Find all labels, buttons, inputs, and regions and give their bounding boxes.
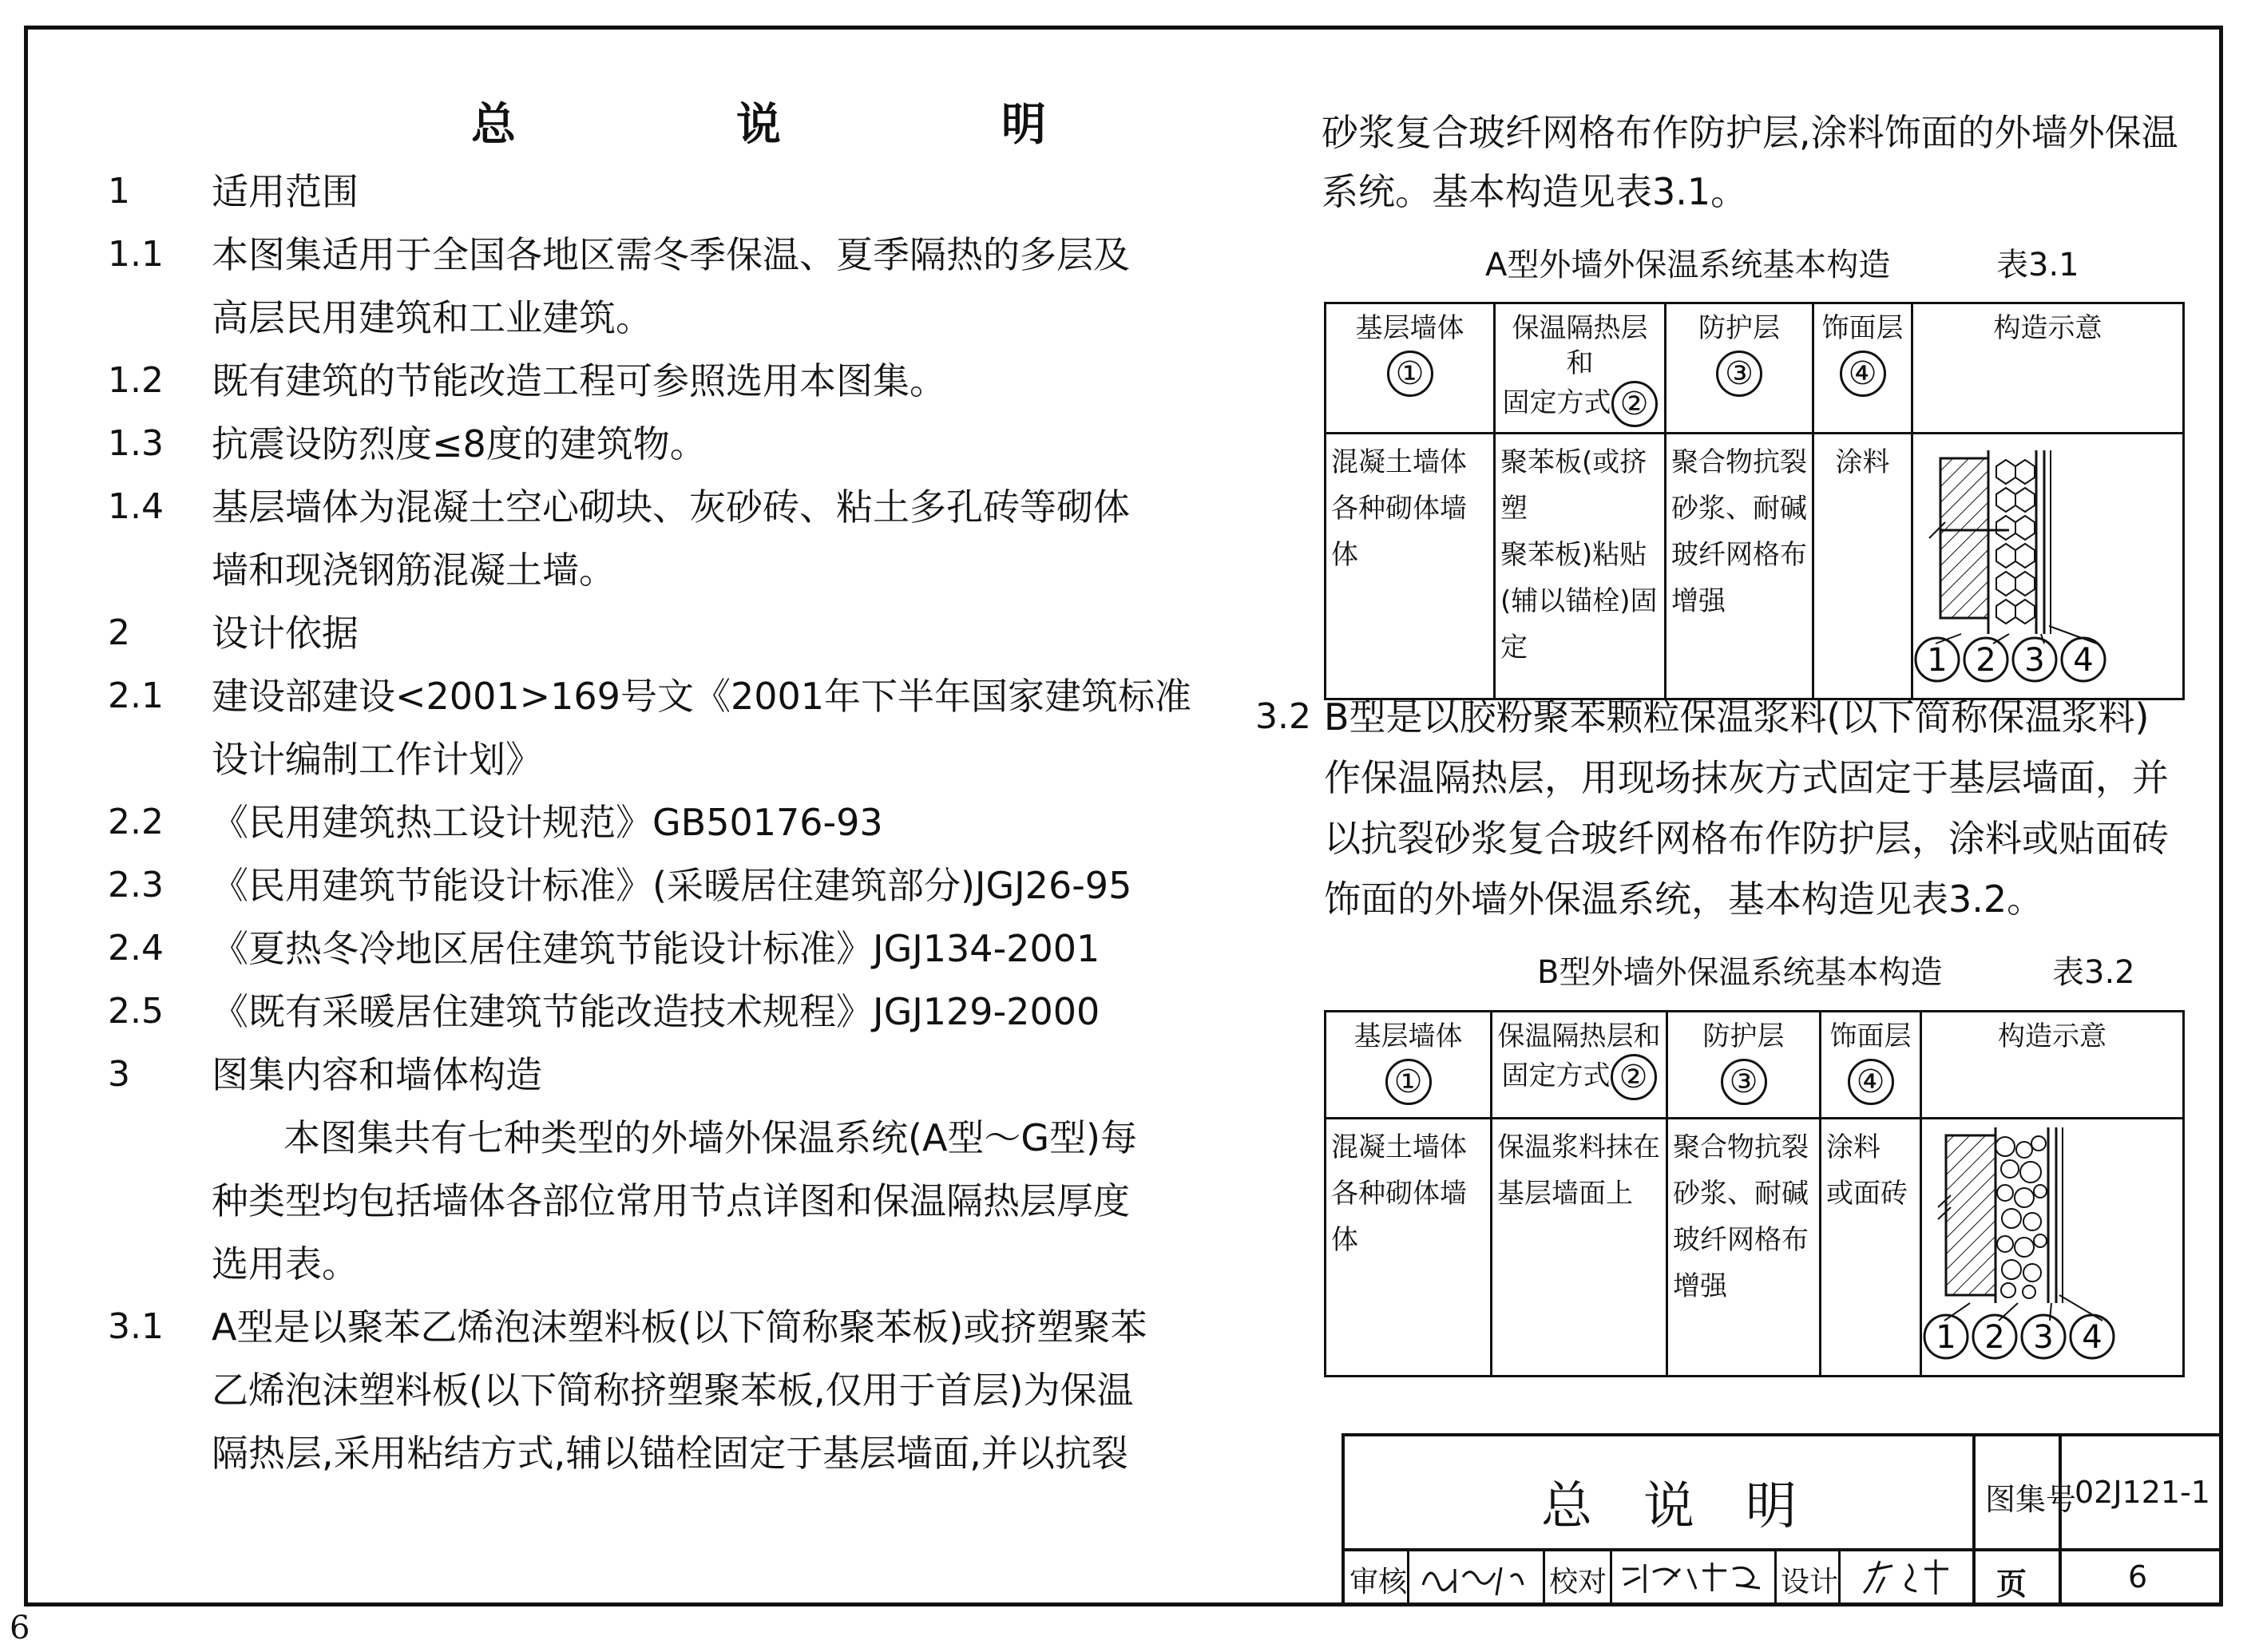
table2-header-insulation: 保温隔热层和 固定方式 ② bbox=[1492, 1012, 1667, 1119]
sig-divider bbox=[1407, 1548, 1409, 1606]
section-text-line: 高层民用建筑和工业建筑。 bbox=[212, 296, 652, 339]
table1-diagram-cell bbox=[1912, 434, 2184, 699]
table1-header-diagram: 构造示意 bbox=[1912, 303, 2184, 434]
sig-divider bbox=[1838, 1548, 1841, 1606]
design-label: 设计 bbox=[1781, 1566, 1839, 1599]
section-heading: 适用范围 bbox=[212, 170, 359, 213]
section-heading: 设计依据 bbox=[212, 612, 359, 655]
atlas-label: 图集号 bbox=[1985, 1482, 2077, 1517]
section-number: 3.1 bbox=[108, 1306, 164, 1347]
table2-caption: B型外墙外保温系统基本构造 bbox=[1537, 954, 1943, 991]
section-text-line: 选用表。 bbox=[212, 1242, 359, 1286]
section-3-2-line: 作保温隔热层，用现场抹灰方式固定于基层墙面，并 bbox=[1324, 756, 2169, 799]
right-line: 系统。基本构造见表3.1。 bbox=[1322, 170, 1748, 213]
section-text-line: 隔热层,采用粘结方式,辅以锚栓固定于基层墙面,并以抗裂 bbox=[212, 1432, 1128, 1475]
section-text-line: 本图集适用于全国各地区需冬季保温、夏季隔热的多层及 bbox=[212, 233, 1130, 276]
table2-header-protect: 防护层 ③ bbox=[1667, 1012, 1821, 1119]
reviewer-signature bbox=[1415, 1553, 1535, 1601]
svg-text:3: 3 bbox=[2024, 642, 2045, 679]
section-heading: 图集内容和墙体构造 bbox=[212, 1053, 542, 1096]
svg-text:4: 4 bbox=[2082, 1319, 2102, 1356]
svg-text:2: 2 bbox=[1984, 1319, 2005, 1356]
section-number: 1.3 bbox=[108, 423, 164, 464]
section-3-2-number: 3.2 bbox=[1255, 696, 1311, 737]
outer-page-number: 6 bbox=[10, 1610, 30, 1646]
check-label: 校对 bbox=[1549, 1566, 1607, 1599]
title-block-title: 总 说 明 bbox=[1541, 1477, 1797, 1536]
section-number: 2.4 bbox=[108, 928, 164, 969]
designer-signature bbox=[1853, 1553, 1964, 1601]
section-3-2-line: 饰面的外墙外保温系统，基本构造见表3.2。 bbox=[1324, 878, 2044, 921]
table1-caption: A型外墙外保温系统基本构造 bbox=[1485, 247, 1891, 283]
section-number: 1.2 bbox=[108, 360, 164, 401]
section-number: 1 bbox=[108, 171, 130, 212]
construction-diagram-b bbox=[1922, 1119, 2185, 1361]
section-text-line: 《夏热冬冷地区居住建筑节能设计标准》JGJ134-2001 bbox=[212, 927, 1100, 970]
section-3-2-line: B型是以胶粉聚苯颗粒保温浆料(以下简称保温浆料) bbox=[1324, 695, 2150, 739]
construction-diagram-a bbox=[1913, 434, 2185, 683]
svg-text:1: 1 bbox=[1936, 1319, 1956, 1356]
section-text-line: 设计编制工作计划》 bbox=[212, 738, 542, 781]
svg-text:2: 2 bbox=[1976, 642, 1996, 679]
table2-header-diagram: 构造示意 bbox=[1921, 1012, 2184, 1119]
table1-insulation-cell: 聚苯板(或挤塑 聚苯板)粘贴 (辅以锚栓)固 定 bbox=[1495, 434, 1666, 699]
section-text-line: A型是以聚苯乙烯泡沫塑料板(以下简称聚苯板)或挤塑聚苯 bbox=[212, 1305, 1147, 1349]
table1-header-base: 基层墙体 ① bbox=[1326, 303, 1495, 434]
table2-label: 表3.2 bbox=[2052, 954, 2135, 991]
svg-text:1: 1 bbox=[1927, 642, 1948, 679]
table2-finish-cell: 涂料 或面砖 bbox=[1821, 1119, 1921, 1377]
table2-diagram-cell bbox=[1921, 1119, 2184, 1377]
section-number: 3 bbox=[108, 1054, 130, 1095]
section-text-line: 既有建筑的节能改造工程可参照选用本图集。 bbox=[212, 359, 946, 402]
section-number: 2.2 bbox=[108, 802, 164, 842]
section-3-2-line: 以抗裂砂浆复合玻纤网格布作防护层，涂料或贴面砖 bbox=[1324, 817, 2169, 860]
section-text-line: 《既有采暖居住建筑节能改造技术规程》JGJ129-2000 bbox=[212, 990, 1100, 1033]
sig-divider bbox=[1543, 1548, 1545, 1606]
table1-protect-cell: 聚合物抗裂 砂浆、耐碱 玻纤网格布 增强 bbox=[1666, 434, 1813, 699]
section-text-line: 乙烯泡沫塑料板(以下简称挤塑聚苯板,仅用于首层)为保温 bbox=[212, 1369, 1134, 1412]
section-number: 2.5 bbox=[108, 991, 164, 1032]
svg-text:3: 3 bbox=[2033, 1319, 2054, 1356]
section-text-line: 抗震设防烈度≤8度的建筑物。 bbox=[212, 422, 707, 465]
section-text-line: 本图集共有七种类型的外墙外保温系统(A型～G型)每 bbox=[283, 1116, 1138, 1159]
section-text-line: 《民用建筑热工设计规范》GB50176-93 bbox=[212, 801, 883, 844]
section-text-line: 建设部建设<2001>169号文《2001年下半年国家建筑标准 bbox=[212, 675, 1192, 718]
section-number: 2.3 bbox=[108, 865, 164, 905]
svg-text:4: 4 bbox=[2073, 642, 2094, 679]
table-3-1 bbox=[1324, 302, 2185, 700]
review-label: 审核 bbox=[1349, 1566, 1408, 1599]
table1-base-cell: 混凝土墙体 各种砌体墙体 bbox=[1326, 434, 1495, 699]
sig-divider bbox=[1774, 1548, 1777, 1606]
table1-header-protect: 防护层 ③ bbox=[1666, 303, 1813, 434]
table1-label: 表3.1 bbox=[1996, 247, 2079, 283]
section-number: 2.1 bbox=[108, 675, 164, 716]
page-title: 总 说 明 bbox=[471, 99, 1134, 151]
table1-header-finish: 饰面层 ④ bbox=[1813, 303, 1912, 434]
table2-header-base: 基层墙体 ① bbox=[1326, 1012, 1492, 1119]
table2-insulation-cell: 保温浆料抹在 基层墙面上 bbox=[1492, 1119, 1667, 1377]
section-text-line: 《民用建筑节能设计标准》(采暖居住建筑部分)JGJ26-95 bbox=[212, 864, 1132, 907]
table2-base-cell: 混凝土墙体 各种砌体墙体 bbox=[1326, 1119, 1492, 1377]
section-number: 1.4 bbox=[108, 486, 164, 527]
section-number: 2 bbox=[108, 612, 130, 653]
title-block bbox=[1342, 1433, 2223, 1606]
table1-header-insulation: 保温隔热层和 固定方式 ② bbox=[1495, 303, 1666, 434]
sig-divider bbox=[1610, 1548, 1612, 1606]
table1-finish-cell: 涂料 bbox=[1813, 434, 1912, 699]
table2-header-finish: 饰面层 ④ bbox=[1821, 1012, 1921, 1119]
table2-protect-cell: 聚合物抗裂 砂浆、耐碱 玻纤网格布 增强 bbox=[1667, 1119, 1821, 1377]
right-line: 砂浆复合玻纤网格布作防护层,涂料饰面的外墙外保温 bbox=[1322, 111, 2178, 154]
section-text-line: 墙和现浇钢筋混凝土墙。 bbox=[212, 549, 616, 592]
atlas-number: 02J121-1 bbox=[2075, 1475, 2210, 1510]
table-3-2 bbox=[1324, 1010, 2185, 1377]
checker-signature bbox=[1616, 1553, 1768, 1601]
page-number: 6 bbox=[2128, 1559, 2148, 1595]
section-text-line: 种类型均包括墙体各部位常用节点详图和保温隔热层厚度 bbox=[212, 1179, 1130, 1222]
page-label: 页 bbox=[1996, 1567, 2027, 1602]
section-text-line: 基层墙体为混凝土空心砌块、灰砂砖、粘土多孔砖等砌体 bbox=[212, 485, 1130, 529]
section-number: 1.1 bbox=[108, 234, 164, 275]
